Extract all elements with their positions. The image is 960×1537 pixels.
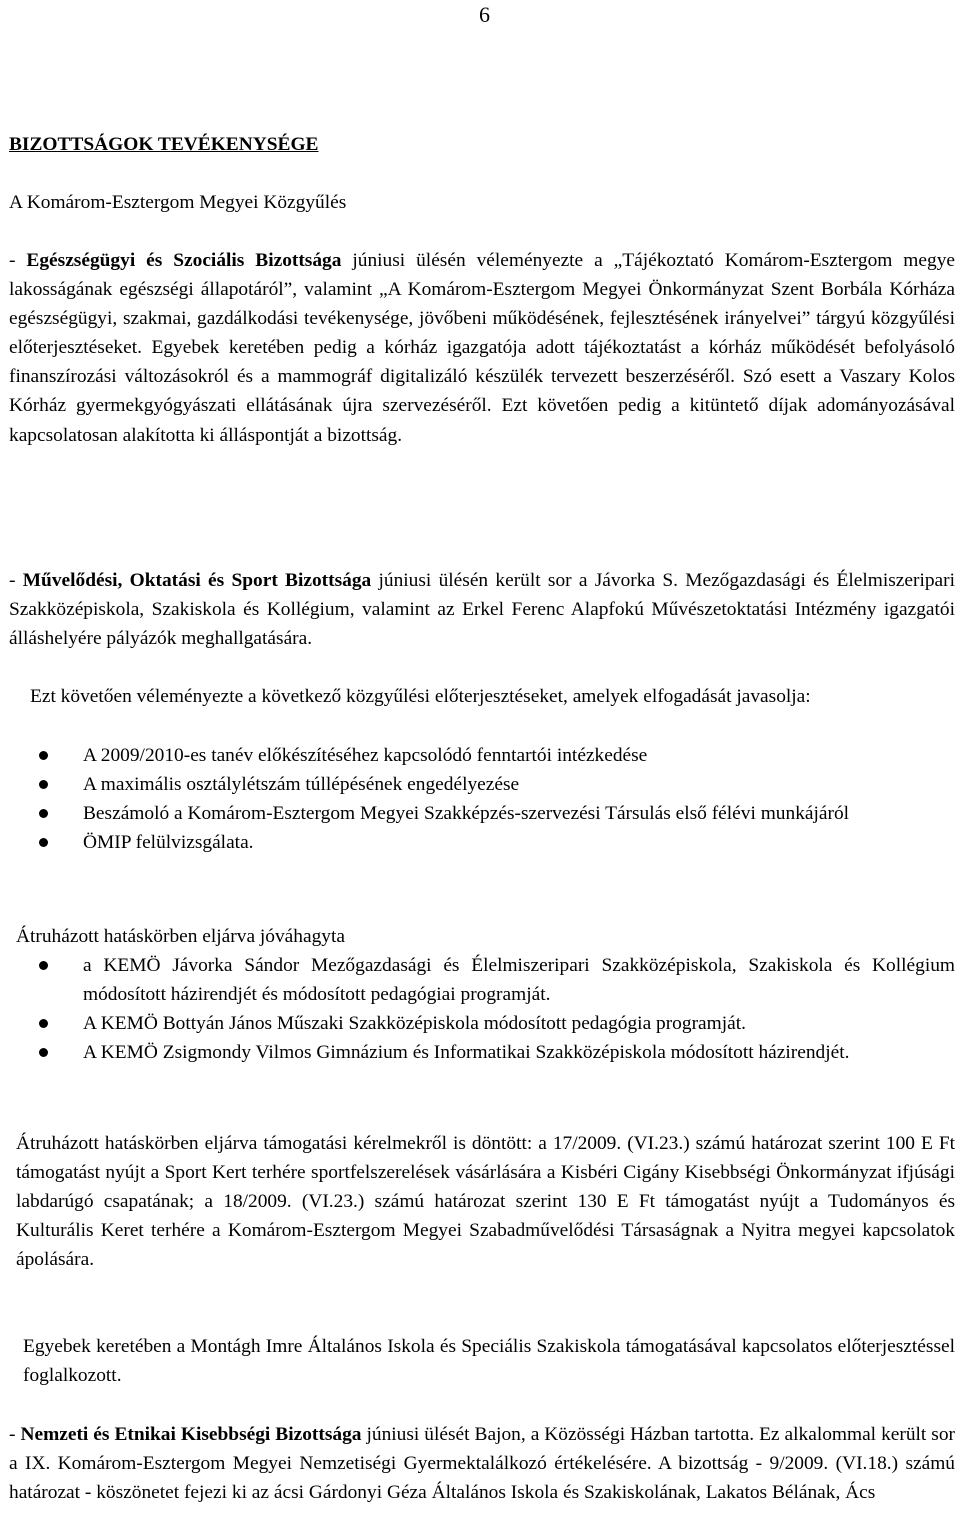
list-item-text: A 2009/2010-es tanév előkészítéséhez kapcsolódó fenntartói intézkedése — [83, 745, 648, 766]
list-item-text: ÖMIP felülvizsgálata. — [83, 832, 254, 854]
bullet-icon — [39, 751, 48, 760]
culture-committee-text: júniusi ülésén került sor a Jávorka S. Mezőgazdasági és Élelmiszeripari Szakközépiskola, Szakiskola és Kollégium, valamint az Erkel Ferenc Alapfokú Művészetoktatási Intézmény igazgatói álláshelyére pályázók meghallgatására. — [9, 570, 955, 650]
culture-dash: - — [9, 570, 23, 591]
list-item-text: a KEMÖ Jávorka Sándor Mezőgazdasági és Élelmiszeripari Szakközépiskola, Szakiskola és Kollégium módosított házirendjét és módosított pedagógiai programját. — [83, 955, 955, 1006]
section-title: BIZOTTSÁGOK TEVÉKENYSÉGE — [9, 134, 319, 155]
other-matters-paragraph: Egyebek keretében a Montágh Imre Általános Iskola és Speciális Szakiskola támogatásával kapcsolatos előterjesztéssel foglalkozott. — [23, 1336, 955, 1387]
bullet-icon — [39, 809, 48, 818]
intro-line: A Komárom-Esztergom Megyei Közgyűlés — [9, 192, 347, 213]
list-item-text: A KEMÖ Zsigmondy Vilmos Gimnázium és Informatikai Szakközépiskola módosított házirendjét. — [83, 1042, 850, 1064]
list-item-text: A maximális osztálylétszám túllépésének engedélyezése — [83, 774, 520, 796]
page-number: 6 — [479, 2, 490, 27]
bullet-icon — [39, 961, 48, 970]
culture-committee-paragraph — [9, 566, 955, 653]
delegated-approvals-heading: Átruházott hatáskörben eljárva jóváhagyta — [16, 926, 345, 947]
culture-committee-name: Művelődési, Oktatási és Sport Bizottsága — [22, 570, 372, 591]
approvals-list — [9, 951, 955, 1067]
proposal-intro — [9, 682, 955, 711]
bullet-icon — [39, 1048, 48, 1057]
health-committee-text: júniusi ülésén véleményezte a „Tájékoztató Komárom-Esztergom megye lakosságának egészségi állapotáról”, valamint „A Komárom-Esztergom Megyei Önkormányzat Szent Borbála Kórháza egészségügyi, szakmai, gazdálkodási tevékenysége, jövőbeni működésének, fejlesztésének irányelvei” tárgyú közgyűlési előterjesztéseket. Egyebek keretében pedig a kórház igazgatója adott tájékoztatást a kórház működését befolyásoló finanszírozási változásokról és a mammográf digitalizáló készülék tervezett beszerzéséről. Szó esett a Vaszary Kolos Kórház gyermekgyógyászati ellátásának újra szervezéséről. Ezt követően pedig a kitüntető díjak adományozásával kapcsolatosan alakította ki álláspontját a bizottság. — [9, 250, 955, 446]
proposal-list — [9, 741, 955, 857]
minority-dash: - — [9, 1424, 21, 1445]
health-committee-paragraph — [9, 246, 955, 450]
health-committee-name: Egészségügyi és Szociális Bizottsága — [26, 250, 342, 271]
bullet-icon — [39, 1019, 48, 1028]
support-decisions-paragraph: Átruházott hatáskörben eljárva támogatási kérelmekről is döntött: a 17/2009. (VI.23.) számú határozat szerint 100 E Ft támogatást nyújt a Sport Kert terhére sportfelszerelések vásárlására a Kisbéri Cigány Kisebbségi Önkormányzat ifjúsági labdarúgó csapatának; a 18/2009. (VI.23.) számú határozat szerint 130 E Ft támogatást nyújt a Tudományos és Kulturális Keret terhére a Komárom-Esztergom Megyei Szabadművelődési Társaságnak a Nyitra megyei kapcsolatok ápolására. — [16, 1133, 955, 1271]
bullet-icon — [39, 780, 48, 789]
minority-committee-text: júniusi ülését Bajon, a Közösségi Házban tartotta. Ez alkalommal került sor a IX. Komárom-Esztergom Megyei Nemzetiségi Gyermektalálkozó értékelésére. A bizottság - 9/2009. (VI.18.) számú határozat - köszönetet fejezi ki az ácsi Gárdonyi Géza Általános Iskola és Szakiskolának, Lakatos Bélának, Ács — [9, 1424, 955, 1504]
list-item-text: Beszámoló a Komárom-Esztergom Megyei Szakképzés-szervezési Társulás első félévi munkájáról — [83, 803, 850, 825]
proposal-intro-text: Ezt követően véleményezte a következő közgyűlési előterjesztéseket, amelyek elfogadását javasolja: — [30, 686, 811, 707]
list-item — [9, 799, 955, 828]
list-item — [9, 770, 955, 799]
list-item — [9, 1038, 955, 1067]
list-item — [9, 828, 955, 857]
list-item — [9, 951, 955, 1009]
minority-committee-name: Nemzeti és Etnikai Kisebbségi Bizottsága — [20, 1424, 362, 1445]
list-item-text: A KEMÖ Bottyán János Műszaki Szakközépiskola módosított pedagógia programját. — [83, 1013, 746, 1035]
health-dash: - — [9, 250, 27, 271]
bullet-icon — [39, 838, 48, 847]
minority-committee-paragraph — [9, 1420, 955, 1507]
list-item — [9, 741, 955, 770]
list-item — [9, 1009, 955, 1038]
